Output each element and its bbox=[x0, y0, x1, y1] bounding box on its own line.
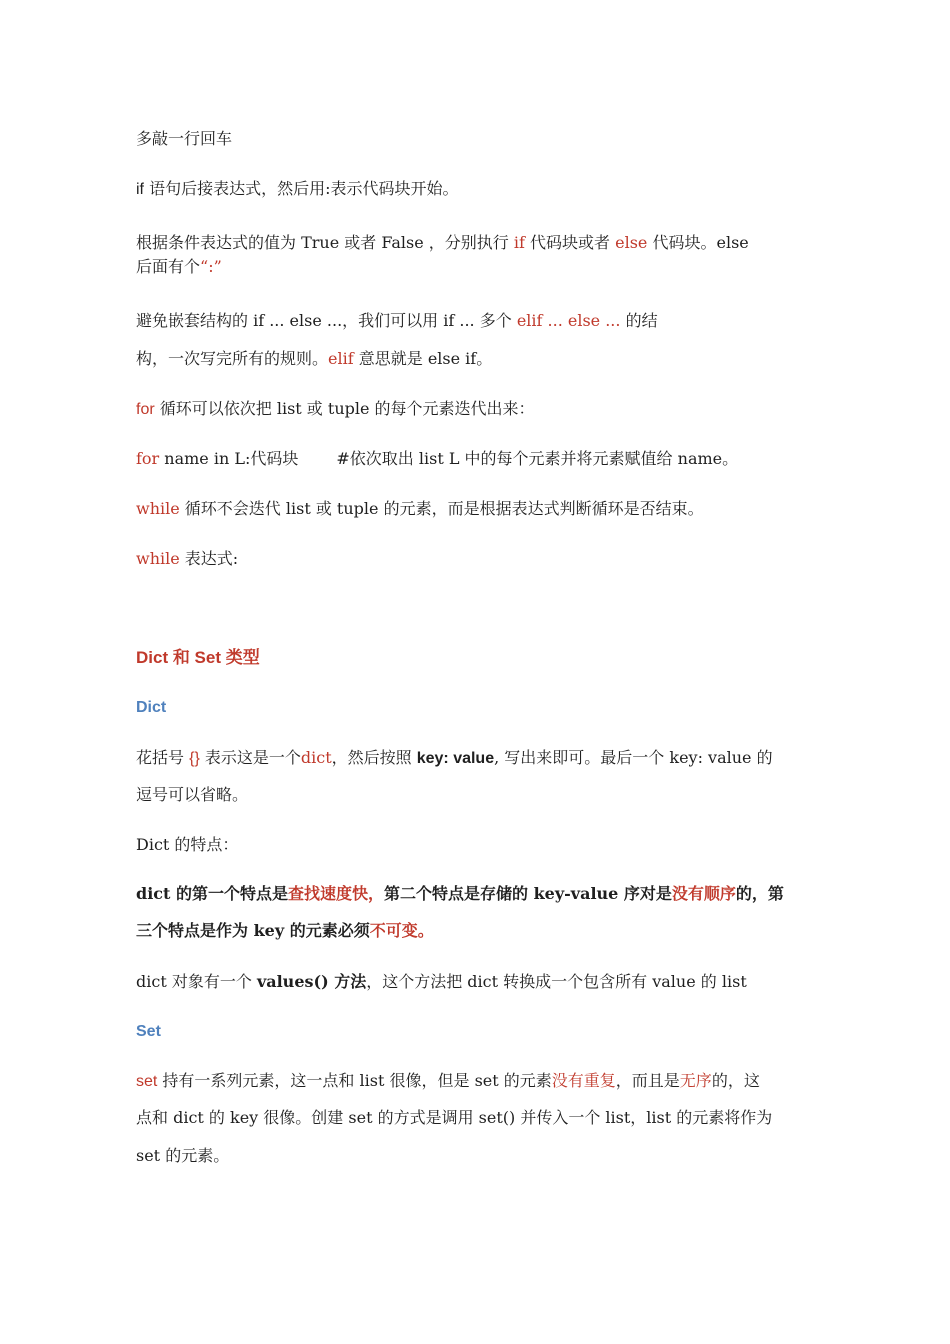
braces-symbol: {} bbox=[189, 750, 200, 767]
paragraph-dict-braces-line2 bbox=[136, 782, 814, 808]
text: 循环可以依次把 list 或 tuple 的每个元素迭代出来： bbox=[154, 399, 535, 418]
keyword-for: for bbox=[136, 449, 160, 468]
text: 表达式: bbox=[179, 549, 239, 568]
text: 循环不会迭代 list 或 tuple 的元素，而是根据表达式判断循环是否结束。 bbox=[179, 499, 704, 518]
keyword-if: if bbox=[136, 181, 144, 198]
text: 构，一次写完所有的规则。 bbox=[136, 349, 329, 368]
highlight-fast-lookup: 查找速度快， bbox=[287, 884, 384, 903]
paragraph-if-else-line2 bbox=[136, 254, 814, 280]
paragraph-set-line1 bbox=[136, 1068, 814, 1095]
text: 语句后接表达式，然后用:表示代码块开始。 bbox=[144, 179, 459, 198]
text: 花括号 bbox=[136, 748, 190, 767]
text: Dict 的特点： bbox=[136, 835, 239, 854]
text: 多敲一行回车 bbox=[136, 129, 233, 148]
paragraph-if-statement bbox=[136, 176, 814, 203]
paragraph-dict-features-line1 bbox=[136, 881, 814, 907]
text: 避免嵌套结构的 if ... else ...，我们可以用 if ... 多个 bbox=[136, 311, 517, 330]
paragraph-if-else-line1 bbox=[136, 230, 814, 256]
highlight-no-duplicates: 没有重复 bbox=[551, 1071, 616, 1090]
keyword-else: else bbox=[615, 233, 648, 252]
text: 代码块。else bbox=[647, 233, 749, 252]
highlight-immutable: 不可变。 bbox=[369, 921, 434, 940]
paragraph-elif-line2 bbox=[136, 346, 814, 372]
text: 持有一系列元素，这一点和 list 很像，但是 set 的元素 bbox=[157, 1071, 552, 1090]
section-title-dict-set: Dict 和 Set 类型 bbox=[136, 648, 260, 667]
paragraph-for-loop bbox=[136, 396, 814, 423]
text: 点和 dict 的 key 很像。创建 set 的方式是调用 set() 并传入一个 list，list 的元素将作为 bbox=[136, 1108, 773, 1127]
keyword-elif-else: elif ... else ... bbox=[516, 311, 621, 330]
code-text: name in L:代码块 bbox=[159, 449, 299, 468]
keyword-dict: dict bbox=[300, 748, 332, 767]
paragraph-while-loop bbox=[136, 496, 814, 522]
paragraph-enter-line bbox=[136, 126, 814, 152]
text: 后面有个 bbox=[136, 257, 201, 276]
text: 表示这是一个 bbox=[199, 748, 301, 767]
text: 逗号可以省略。 bbox=[136, 785, 249, 804]
text: ，而且是 bbox=[615, 1071, 680, 1090]
heading-set: Set bbox=[136, 1023, 161, 1040]
code-comment: #依次取出 list L 中的每个元素并将元素赋值给 name。 bbox=[336, 449, 739, 468]
keyword-while: while bbox=[136, 499, 180, 518]
text: 第二个特点是存储的 key-value 序对是 bbox=[384, 884, 672, 903]
paragraph-for-example bbox=[136, 446, 814, 472]
text: set 的元素。 bbox=[136, 1146, 230, 1165]
paragraph-set-line2 bbox=[136, 1105, 814, 1131]
text: 代码块或者 bbox=[524, 233, 616, 252]
text: ，这个方法把 dict 转换成一个包含所有 value 的 list bbox=[366, 972, 747, 991]
text: 的，这 bbox=[711, 1071, 760, 1090]
key-value-term: key: value bbox=[416, 750, 495, 767]
paragraph-values-method bbox=[136, 969, 814, 995]
text: , 写出来即可。最后一个 key: value 的 bbox=[494, 748, 773, 767]
colon-symbol: “:” bbox=[200, 257, 222, 276]
text: dict 的第一个特点是 bbox=[136, 884, 288, 903]
keyword-if: if bbox=[513, 233, 525, 252]
keyword-elif: elif bbox=[328, 349, 354, 368]
keyword-for: for bbox=[136, 401, 155, 418]
text: ，然后按照 bbox=[331, 748, 417, 767]
paragraph-elif-line1 bbox=[136, 308, 814, 334]
paragraph-dict-features-line2 bbox=[136, 918, 814, 944]
text: 意思就是 else if。 bbox=[353, 349, 493, 368]
highlight-unordered: 无序 bbox=[679, 1071, 712, 1090]
paragraph-set-line3 bbox=[136, 1143, 814, 1169]
text: 根据条件表达式的值为 True 或者 False ，分别执行 bbox=[136, 233, 514, 252]
values-method-term: values() 方法 bbox=[256, 972, 367, 991]
text: 的，第 bbox=[735, 884, 784, 903]
text: dict 对象有一个 bbox=[136, 972, 257, 991]
heading-dict: Dict bbox=[136, 699, 167, 716]
keyword-while: while bbox=[136, 549, 180, 568]
dict-features-label bbox=[136, 832, 814, 858]
paragraph-while-syntax bbox=[136, 546, 814, 572]
keyword-set: set bbox=[136, 1073, 158, 1090]
paragraph-dict-braces-line1 bbox=[136, 745, 814, 772]
highlight-unordered: 没有顺序 bbox=[671, 884, 736, 903]
text: 三个特点是作为 key 的元素必须 bbox=[136, 921, 370, 940]
text: 的结 bbox=[620, 311, 658, 330]
